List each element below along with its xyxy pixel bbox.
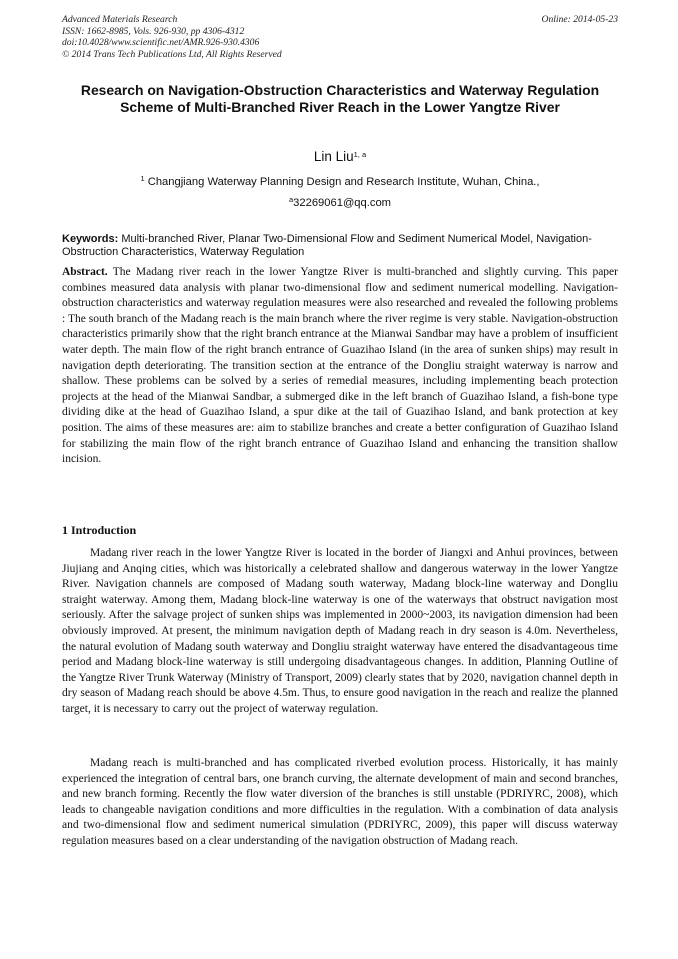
author-superscript: 1, a — [353, 150, 367, 159]
keywords-text: Multi-branched River, Planar Two-Dimensional Flow and Sediment Numerical Model, Navigation-Obstruction Characteristics, Waterway Regulation — [62, 233, 592, 259]
abstract-text: The Madang river reach in the lower Yangtze River is multi-branched and slightly curving. This paper combines measured data analysis with planar two-dimensional flow and sediment numerical modelling. Navigation-obstruction characteristics and waterway regulation measures were also researched and revealed the following problems : The south branch of the Madang reach is the main branch where the river regime is very stable. Navigation-obstruction characteristics primarily show that the right branch entrance at the Mianwai Sandbar may have a problem of insufficient water depth. The main flow of the right branch entrance of Guazihao Island (in the area of sunken ships) may result in navigation depth deteriorating. The transition section at the entrance of the Dongliu straight waterway is narrow and shallow. These problems can be solved by a series of remedial measures, including implementing beach protection projects at the head of the Mianwai Sandbar, a submerged dike in the left branch of Guazihao Island, a fish-bone type dividing dike at the head of Guazihao Island, a spur dike at the tail of Guazihao Island, and bank protection at key position. The aims of these measures are: aim to stabilize branches and create a better configuration of Guazihao Island for stabilizing the main flow of the right branch entrance of Guazihao Island and enhancing the transition shallow incision. — [62, 266, 618, 466]
intro-paragraph-1: Madang river reach in the lower Yangtze River is located in the border of Jiangxi and Anhui provinces, between Jiujiang and Anqing cities, which was historically a celebrated shallow and dangerous waterway in the lower Yangtze River. Navigation channels are composed of Madang south waterway, Madang block-line waterway and Dongliu straight waterway. Among them, Madang block-line waterway is one of the waterways that obstruct navigation most seriously. After the salvage project of sunken ships was implemented in 2000~2003, its navigation dimension had been obviously improved. At present, the minimum navigation depth of Madang reach in dry season is 4.0m. Nevertheless, the natural evolution of Madang south waterway and Dongliu straight waterway have entered the disadvantageous time period and Madang block-line waterway is still undergoing disadvantageous changes. In addition, Planning Outline of the Yangtze River Trunk Waterway (Ministry of Transport, 2009) clearly states that by 2020, navigation channel depth in dry season of Madang reach should be above 4.5m. Thus, to ensure good navigation in the reach and realize the planned target, it is necessary to carry out the project of waterway regulation. — [62, 547, 618, 715]
doi-line: doi:10.4028/www.scientific.net/AMR.926-930.4306 — [62, 37, 260, 49]
issn-line: ISSN: 1662-8985, Vols. 926-930, pp 4306-4312 — [62, 25, 245, 37]
abstract-label: Abstract. — [62, 266, 108, 278]
keywords — [62, 233, 618, 260]
online-date: Online: 2014-05-23 — [541, 14, 618, 25]
affiliation-text: Changjiang Waterway Planning Design and Research Institute, Wuhan, China., — [147, 176, 540, 188]
author-name: Lin Liu — [313, 149, 354, 164]
journal-name: Advanced Materials Research — [62, 14, 178, 25]
affiliation-superscript: 1 — [140, 174, 145, 183]
journal-header — [62, 14, 618, 60]
copyright-line: © 2014 Trans Tech Publications Ltd, All Rights Reserved — [62, 48, 282, 60]
abstract — [62, 265, 618, 468]
keywords-label: Keywords: — [62, 233, 119, 245]
email-text: 32269061@qq.com — [293, 197, 391, 209]
author-email — [62, 196, 618, 210]
paper-title: Research on Navigation-Obstruction Characteristics and Waterway Regulation Scheme of Multi-Branched River Reach in the Lower Yangtze River — [80, 82, 600, 115]
intro-paragraph-2: Madang reach is multi-branched and has complicated riverbed evolution process. Historically, it has mainly experienced the integration of central bars, one branch curving, the alternate development of main and second branches, and new branch forming. Recently the flow water diversion of the branches is still unstable (PDRIYRC, 2008), which leads to changeable navigation conditions and more difficulties in the regulation. With a combination of data analysis and two-dimensional flow and sediment numerical simulation (PDRIYRC, 2009), this paper will discuss waterway regulation measures based on a clear understanding of the navigation obstruction of Madang reach. — [62, 757, 618, 847]
affiliation — [62, 175, 618, 189]
section-heading: 1 Introduction — [62, 523, 137, 537]
email-superscript: a — [289, 195, 294, 204]
author — [62, 149, 618, 165]
